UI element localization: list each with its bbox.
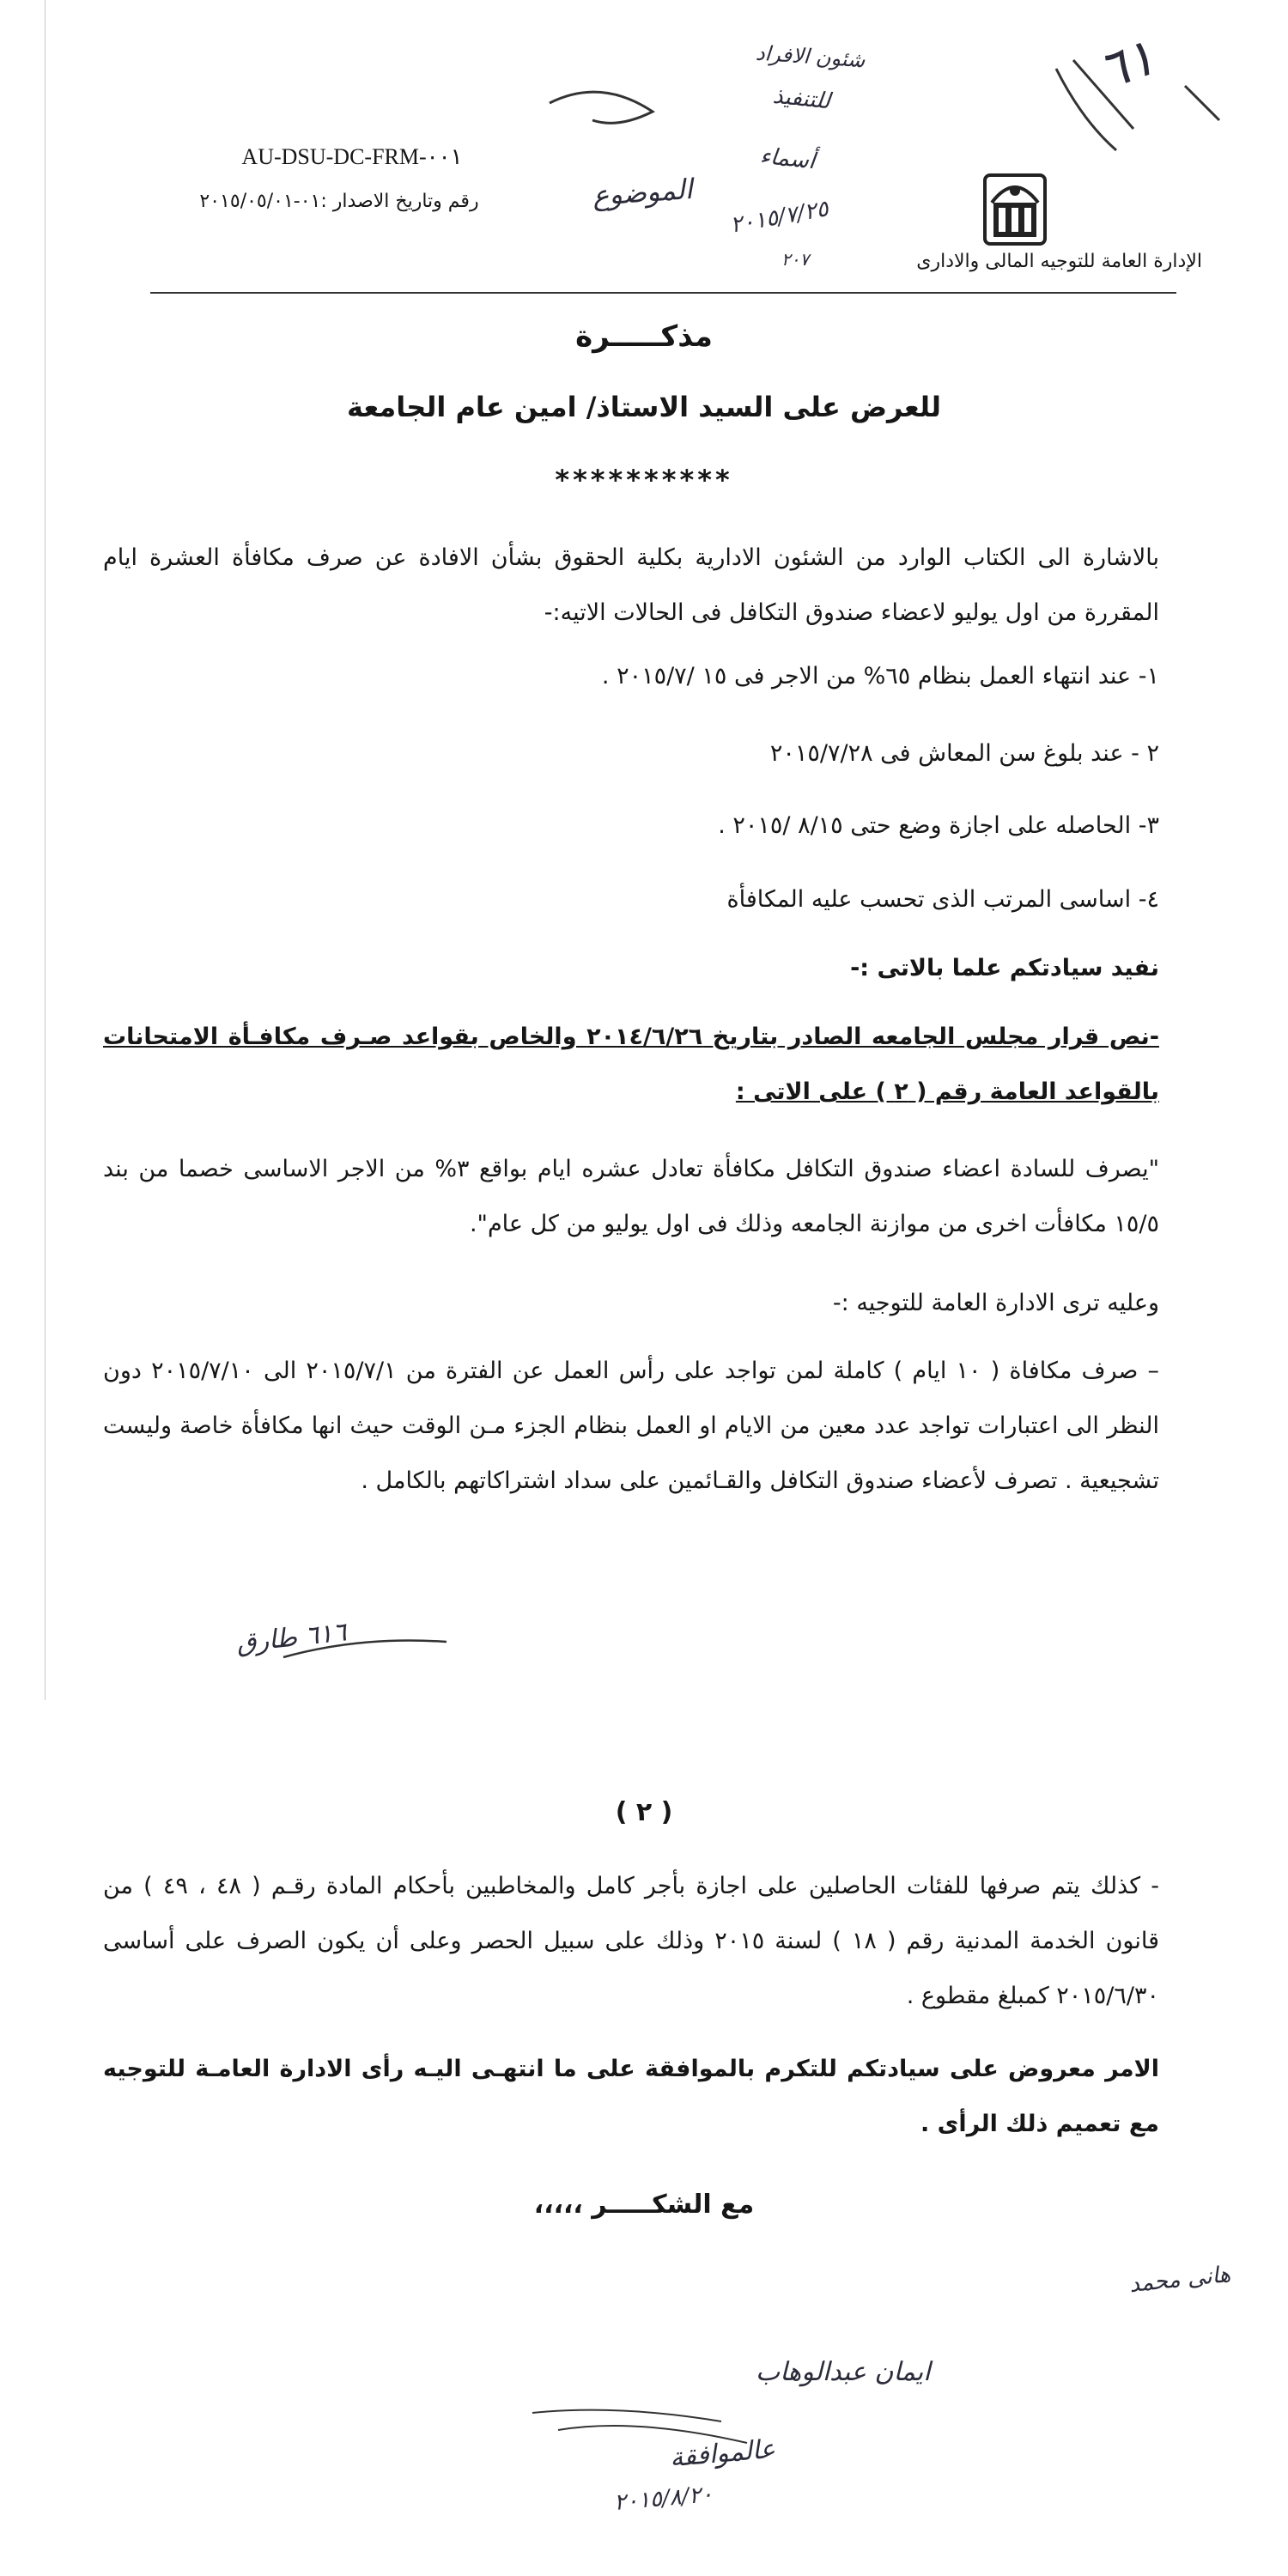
case-item-4: ٤- اساسى المرتب الذى تحسب عليه المكافأة <box>726 886 1159 913</box>
handwritten-note-4: الموضوع <box>591 172 694 213</box>
signature-bottom: عالموافقة <box>668 2433 777 2474</box>
case-item-1: ١- عند انتهاء العمل بنظام ٦٥% من الاجر فى ١٥ /٢٠١٥/٧ . <box>601 663 1159 690</box>
directive-paragraph: – صرف مكافاة ( ١٠ ايام ) كاملة لمن تواجد على رأس العمل عن الفترة من ٢٠١٥/٧/١ الى ٢٠١٥/٧/١٠ دون النظر الى اعتبارات تواجد عدد معين من الايام او العمل بنظام الجزء مـن الوقت حيث انها مكافأة خاصة وليست تشجيعية . تصرف لأعضاء صندوق التكافل والقـائمين على سداد اشتراكاتهم بالكامل . <box>103 1358 1159 1494</box>
form-code: AU-DSU-DC-FRM-٠٠١ <box>241 144 463 169</box>
case-item-3: ٣- الحاصله على اجازة وضع حتى ٨/١٥ /٢٠١٥ . <box>718 812 1159 839</box>
signature-date: ٢٠١٥/٨/٢٠ <box>612 2482 714 2516</box>
handwritten-note-2: للتنفيذ <box>771 82 832 115</box>
council-decision: -نص قرار مجلس الجامعه الصادر بتاريخ ٢٠١٤/٦/٢٦ والخاص بقواعد صـرف مكافـأة الامتحانات بالقواعد العامة رقم ( ٢ ) على الاتى : <box>103 1024 1159 1105</box>
signature-middle: ايمان عبدالوهاب <box>756 2357 931 2387</box>
issue-line: رقم وتاريخ الاصدار :٠١-٢٠١٥/٠٥/٠١ <box>199 191 479 212</box>
intro-paragraph: بالاشارة الى الكتاب الوارد من الشئون الادارية بكلية الحقوق بشأن الافادة عن صرف مكافأة العشرة ايام المقررة من اول يوليو لاعضاء صندوق التكافل فى الحالات الاتيه:- <box>103 544 1159 626</box>
page-one-signature: ٦١٦ طارق <box>234 1617 349 1659</box>
continuation-paragraph: - كذلك يتم صرفها للفئات الحاصلين على اجازة بأجر كامل والمخاطبين بأحكام المادة رقـم ( ٤٨ ، ٤٩ ) من قانون الخدمة المدنية رقم ( ١٨ ) لسنة ٢٠١٥ وذلك على سبيل الحصر وعلى أن يكون الصرف على أساسى ٢٠١٥/٦/٣٠ كمبلغ مقطوع . <box>103 1873 1159 2009</box>
notice-line: نفيد سيادتكم علما بالاتى :- <box>850 955 1159 981</box>
page-number: ( ٢ ) <box>615 1797 673 1827</box>
handwritten-note-top: شئون الافراد <box>755 40 866 73</box>
case-item-2: ٢ - عند بلوغ سن المعاش فى ٢٠١٥/٧/٢٨ <box>769 740 1159 767</box>
handwritten-corner-mark: ٦١ <box>1090 27 1163 102</box>
handwritten-date-header: ٢٠١٥/٧/٢٥ <box>728 196 831 239</box>
decision-quote: "يصرف للسادة اعضاء صندوق التكافل مكافأة تعادل عشره ايام بواقع ٣% من الاجر الاساسى خصما من بند ١٥/٥ مكافأت اخرى من موازنة الجامعه وذلك فى اول يوليو من كل عام". <box>103 1156 1159 1237</box>
handwritten-note-3: أسماء <box>758 143 817 175</box>
request-paragraph: الامر معروض على سيادتكم للتكرم بالموافقة على ما انتهـى اليـه رأى الادارة العامـة للتوجيه مع تعميم ذلك الرأى . <box>103 2056 1159 2137</box>
organization-name: الإدارة العامة للتوجيه المالى والادارى <box>916 251 1202 272</box>
separator-stars: ********** <box>555 464 733 496</box>
memo-recipient: للعرض على السيد الاستاذ/ امين عام الجامعة <box>346 391 942 423</box>
closing-thanks: مع الشكـــــر ،،،،، <box>533 2190 755 2220</box>
memo-title: مذكـــــرة <box>575 319 713 354</box>
handwritten-number: ٢٠٧ <box>781 249 810 270</box>
signature-right: هانى محمد <box>1127 2261 1232 2299</box>
directive-intro: وعليه ترى الادارة العامة للتوجيه :- <box>832 1290 1159 1316</box>
